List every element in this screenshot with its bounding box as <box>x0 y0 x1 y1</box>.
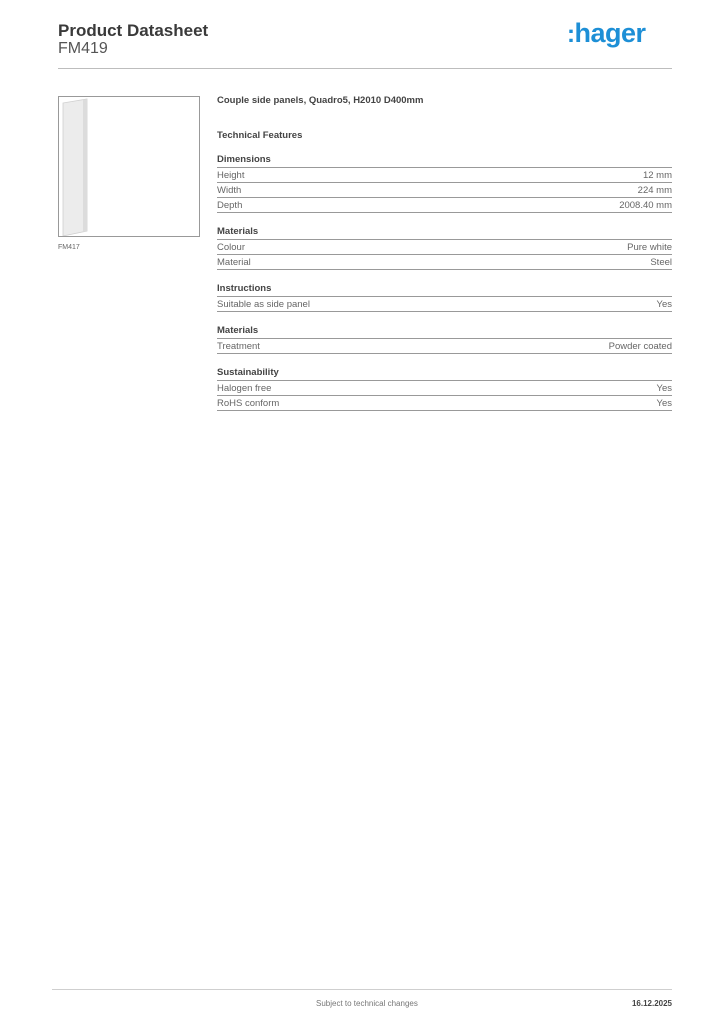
footer-note: Subject to technical changes <box>316 999 418 1008</box>
section-title: Dimensions <box>217 154 672 168</box>
technical-features-heading: Technical Features <box>217 130 303 141</box>
spec-label: Height <box>217 170 245 181</box>
spec-section <box>217 367 672 411</box>
hager-logo <box>567 18 646 49</box>
spec-label: Treatment <box>217 341 260 352</box>
spec-value: 2008.40 mm <box>619 200 672 211</box>
spec-section <box>217 283 672 312</box>
spec-label: Suitable as side panel <box>217 299 310 310</box>
header-divider <box>58 68 672 69</box>
technical-content <box>217 95 672 424</box>
spec-row <box>217 255 672 270</box>
spec-value: Steel <box>650 257 672 268</box>
feature-sections <box>217 154 672 411</box>
spec-value: 224 mm <box>637 185 672 196</box>
spec-label: Halogen free <box>217 383 272 394</box>
product-description: Couple side panels, Quadro5, H2010 D400mm <box>217 95 424 106</box>
spec-value: 12 mm <box>642 170 672 181</box>
page-title: Product Datasheet <box>58 21 209 40</box>
spec-label: RoHS conform <box>217 398 280 409</box>
spec-value: Pure white <box>627 242 672 253</box>
logo-text: hager <box>574 18 646 48</box>
spec-row <box>217 168 672 183</box>
spec-value: Powder coated <box>608 341 672 352</box>
footer-date: 16.12.2025 <box>631 999 672 1008</box>
product-code: FM419 <box>58 40 108 57</box>
spec-value: Yes <box>656 398 672 409</box>
section-title: Materials <box>217 226 672 240</box>
section-title: Materials <box>217 325 672 339</box>
spec-section <box>217 154 672 213</box>
image-caption: FM417 <box>58 244 80 251</box>
spec-row <box>217 339 672 354</box>
spec-row <box>217 381 672 396</box>
spec-label: Depth <box>217 200 243 211</box>
spec-row <box>217 297 672 312</box>
footer-divider <box>52 989 672 990</box>
spec-value: Yes <box>656 299 672 310</box>
spec-label: Colour <box>217 242 245 253</box>
spec-label: Material <box>217 257 251 268</box>
spec-row <box>217 396 672 411</box>
spec-label: Width <box>217 185 242 196</box>
side-panel-illustration <box>59 97 199 236</box>
section-title: Instructions <box>217 283 672 297</box>
spec-section <box>217 226 672 270</box>
product-image <box>58 96 200 237</box>
section-title: Sustainability <box>217 367 672 381</box>
spec-row <box>217 240 672 255</box>
spec-row <box>217 183 672 198</box>
spec-section <box>217 325 672 354</box>
spec-value: Yes <box>656 383 672 394</box>
logo-colon: : <box>567 21 575 48</box>
spec-row <box>217 198 672 213</box>
